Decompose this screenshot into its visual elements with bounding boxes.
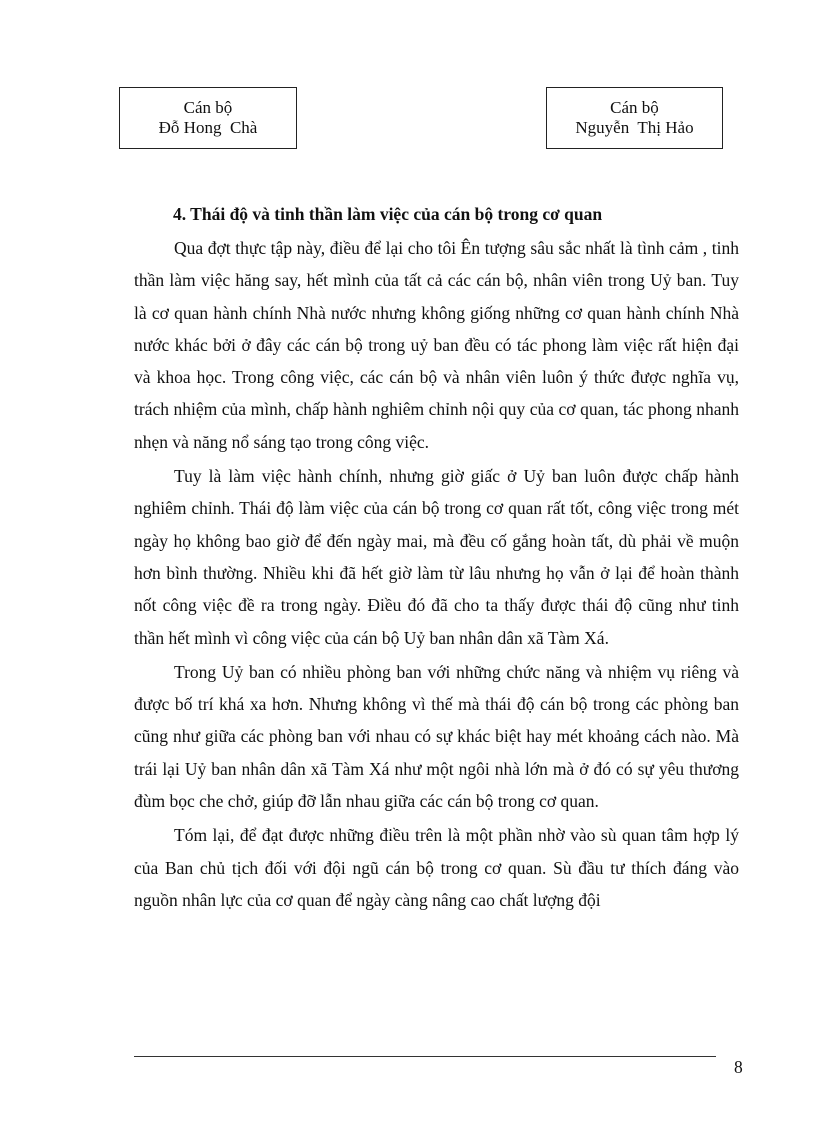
page-number: 8	[734, 1057, 743, 1077]
paragraph: Qua đợt thực tập này, điều để lại cho tôi Ên tượng sâu sắc nhất là tình cảm , tinh thần làm việc hăng say, hết mình của tất cả các cán bộ, nhân viên trong Uỷ ban. Tuy là cơ quan hành chính Nhà nước nhưng không giống những cơ quan hành chính Nhà nước khác bởi ở đây các cán bộ trong uỷ ban đều có tác phong làm việc rất hiện đại và khoa học. Trong công việc, các cán bộ và nhân viên luôn ý thức được nghĩa vụ, trách nhiệm của mình, chấp hành nghiêm chỉnh nội quy của cơ quan, tác phong nhanh nhẹn và năng nổ sáng tạo trong công việc.	[134, 238, 739, 452]
signature-name: Nguyễn Thị Hảo	[575, 118, 694, 137]
section-heading: 4. Thái độ và tinh thần làm việc của cán bộ trong cơ quan	[173, 204, 603, 224]
signature-box-left	[119, 87, 297, 149]
body-text	[134, 232, 739, 916]
paragraph: Tóm lại, để đạt được những điều trên là một phần nhờ vào sù quan tâm hợp lý của Ban chủ tịch đối với đội ngũ cán bộ trong cơ quan. Sù đầu tư thích đáng vào nguồn nhân lực của cơ quan để ngày càng nâng cao chất lượng đội	[134, 825, 739, 910]
signature-role: Cán bộ	[610, 98, 659, 117]
paragraph: Trong Uỷ ban có nhiều phòng ban với những chức năng và nhiệm vụ riêng và được bố trí khá xa hơn. Nhưng không vì thế mà thái độ cán bộ trong các phòng ban cũng như giữa các phòng ban với nhau có sự khác biệt hay mét khoảng cách nào. Mà trái lại Uỷ ban nhân dân xã Tàm Xá như một ngôi nhà lớn mà ở đó có sự yêu thương đùm bọc che chở, giúp đỡ lẫn nhau giữa các cán bộ trong cơ quan.	[134, 661, 739, 812]
paragraph: Tuy là làm việc hành chính, nhưng giờ giấc ở Uỷ ban luôn được chấp hành nghiêm chỉnh. Thái độ làm việc của cán bộ trong cơ quan rất tốt, công việc trong mét ngày họ không bao giờ để đến ngày mai, mà đều cố gắng hoàn tất, dù phải về muộn hơn bình thường. Nhiều khi đã hết giờ làm từ lâu nhưng họ vẫn ở lại để hoàn thành nốt công việc đề ra trong ngày. Điều đó đã cho ta thấy được thái độ cũng như tinh thần hết mình vì công việc của cán bộ Uỷ ban nhân dân xã Tàm Xá.	[134, 466, 739, 648]
signature-box-right	[546, 87, 723, 149]
footer-divider	[134, 1056, 716, 1057]
signature-role: Cán bộ	[183, 98, 233, 117]
signature-name: Đỗ Hong Chà	[158, 118, 258, 137]
